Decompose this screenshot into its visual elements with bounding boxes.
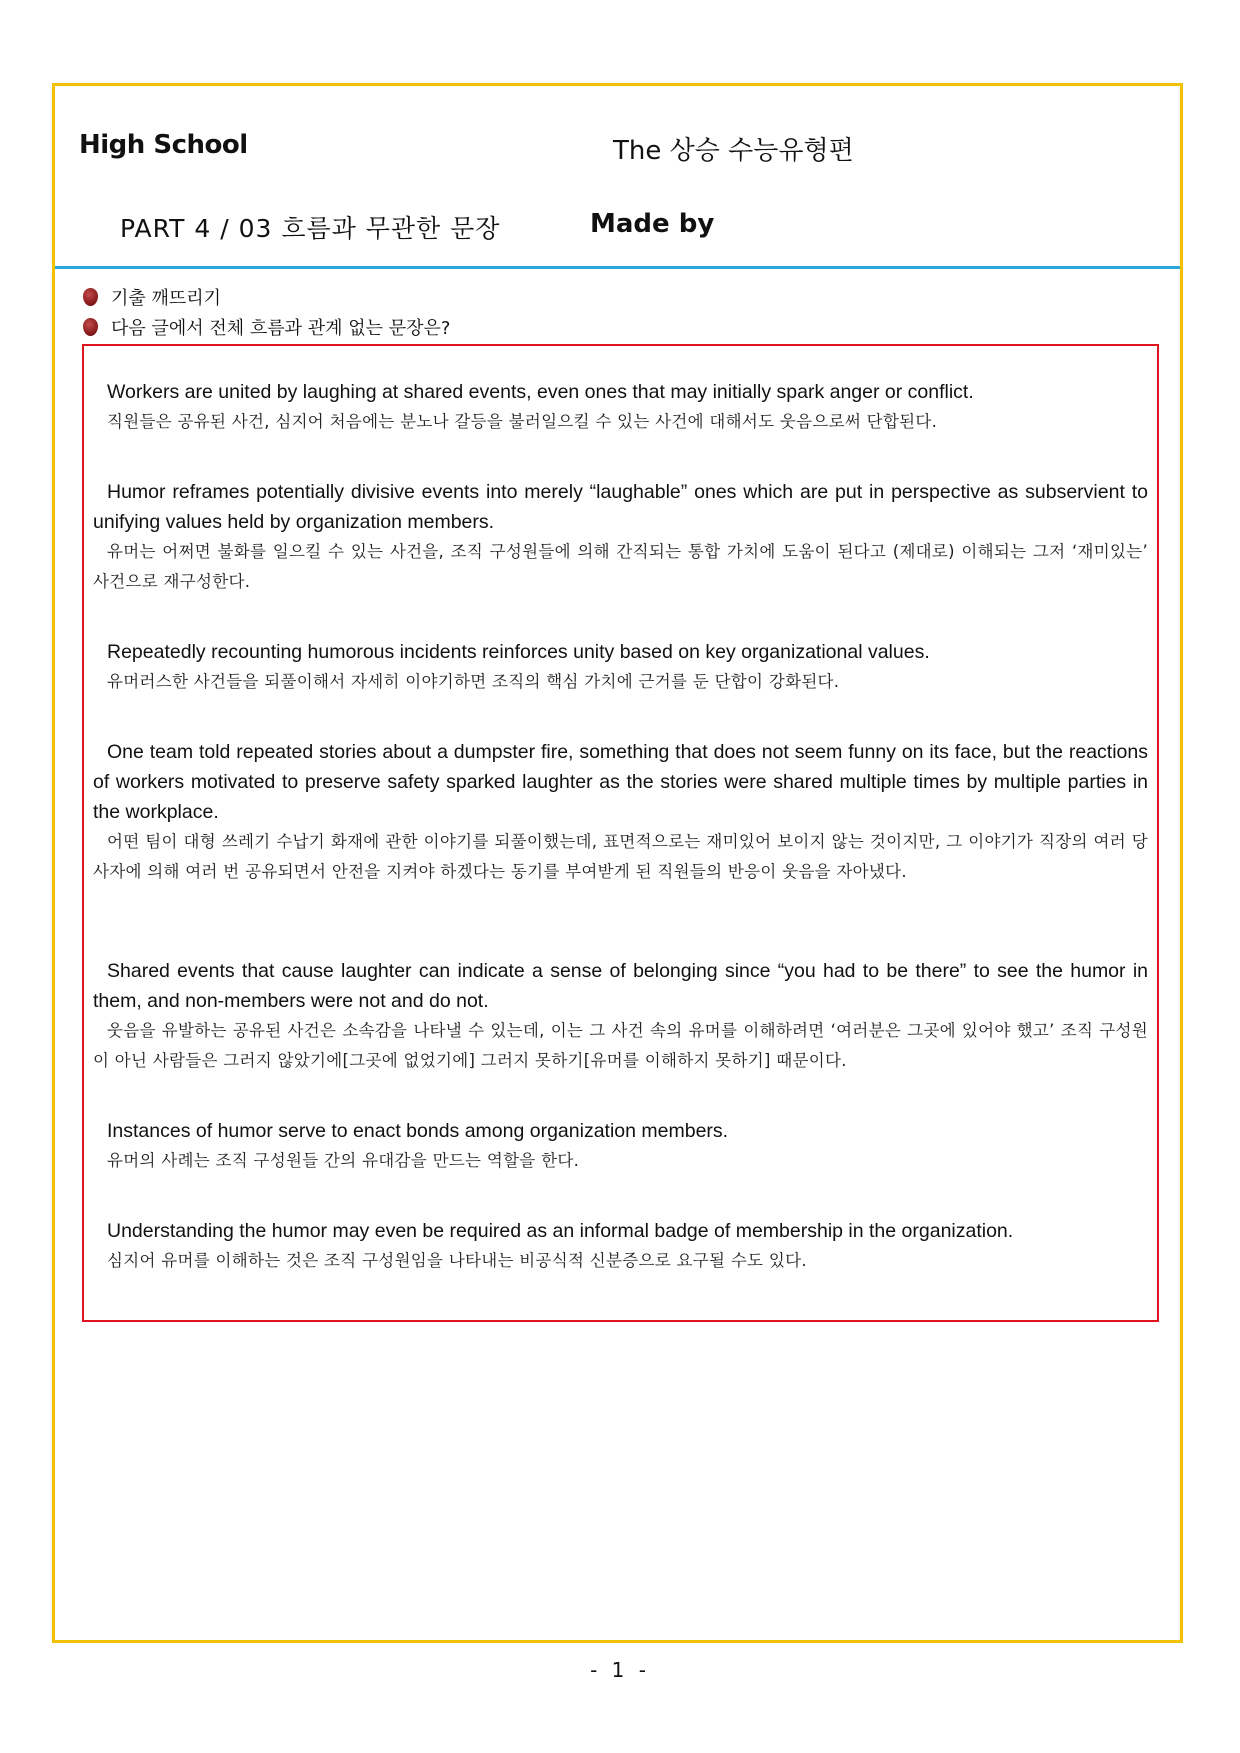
header-divider — [55, 266, 1180, 269]
korean-translation: 웃음을 유발하는 공유된 사건은 소속감을 나타낼 수 있는데, 이는 그 사건 속의 유머를 이해하려면 ‘여러분은 그곳에 있어야 했고’ 조직 구성원이 아닌 사람들은 그러지 않았기에[그곳에 없었기에] 그러지 못하기[유머를 이해하지 못하기] 때문이다. — [93, 1021, 1148, 1070]
sentence-pair — [93, 1116, 1148, 1176]
korean-translation: 유머러스한 사건들을 되풀이해서 자세히 이야기하면 조직의 핵심 가치에 근거를 둔 단합이 강화된다. — [107, 672, 840, 691]
english-sentence: Shared events that cause laughter can indicate a sense of belonging since “you had to be there” to see the humor in them, and non-members were not and do not. — [93, 960, 1148, 1012]
english-sentence: One team told repeated stories about a dumpster fire, something that does not seem funny on its face, but the reactions of workers motivated to preserve safety sparked laughter as the stories were shared multiple times by multiple parties in the workplace. — [93, 741, 1148, 823]
korean-translation: 유머의 사례는 조직 구성원들 간의 유대감을 만드는 역할을 한다. — [107, 1151, 580, 1170]
sentence-pair — [93, 1216, 1148, 1276]
book-title: The 상승 수능유형편 — [613, 136, 854, 166]
korean-translation: 직원들은 공유된 사건, 심지어 처음에는 분노나 갈등을 불러일으킬 수 있는 사건에 대해서도 웃음으로써 단합된다. — [107, 412, 938, 431]
sentence-pair — [93, 637, 1148, 697]
made-by-label: Made by — [590, 209, 715, 239]
part-label: PART 4 / 03 흐름과 무관한 문장 — [120, 214, 501, 243]
english-sentence: Understanding the humor may even be required as an informal badge of membership in the organization. — [107, 1220, 1014, 1242]
school-label: High School — [79, 130, 248, 160]
instruction-line — [83, 314, 450, 340]
instruction-text: 다음 글에서 전체 흐름과 관계 없는 문장은? — [111, 318, 451, 339]
korean-translation: 어떤 팀이 대형 쓰레기 수납기 화재에 관한 이야기를 되풀이했는데, 표면적으로는 재미있어 보이지 않는 것이지만, 그 이야기가 직장의 여러 당사자에 의해 여러 번 공유되면서 안전을 지켜야 하겠다는 동기를 부여받게 된 직원들의 반응이 웃음을 자아냈다. — [93, 832, 1148, 881]
instruction-line — [83, 284, 221, 310]
red-bullet-icon — [83, 288, 98, 306]
red-bullet-icon — [83, 318, 98, 336]
korean-translation: 유머는 어쩌면 불화를 일으킬 수 있는 사건을, 조직 구성원들에 의해 간직되는 통합 가치에 도움이 된다고 (제대로) 이해되는 그저 ‘재미있는’ 사건으로 재구성한다. — [93, 542, 1148, 591]
korean-translation: 심지어 유머를 이해하는 것은 조직 구성원임을 나타내는 비공식적 신분증으로 요구될 수도 있다. — [107, 1251, 807, 1270]
sentence-pair — [93, 956, 1148, 1076]
page-number: - 1 - — [590, 1658, 650, 1682]
sentence-pair — [93, 477, 1148, 597]
english-sentence: Workers are united by laughing at shared events, even ones that may initially spark anger or conflict. — [107, 381, 974, 403]
english-sentence: Repeatedly recounting humorous incidents reinforces unity based on key organizational values. — [107, 641, 930, 663]
sentence-pair — [93, 737, 1148, 887]
english-sentence: Instances of humor serve to enact bonds among organization members. — [107, 1120, 729, 1142]
sentence-pair — [93, 377, 1148, 437]
instruction-text: 기출 깨뜨리기 — [111, 288, 222, 309]
english-sentence: Humor reframes potentially divisive events into merely “laughable” ones which are put in perspective as subservient to unifying values held by organization members. — [93, 481, 1148, 533]
